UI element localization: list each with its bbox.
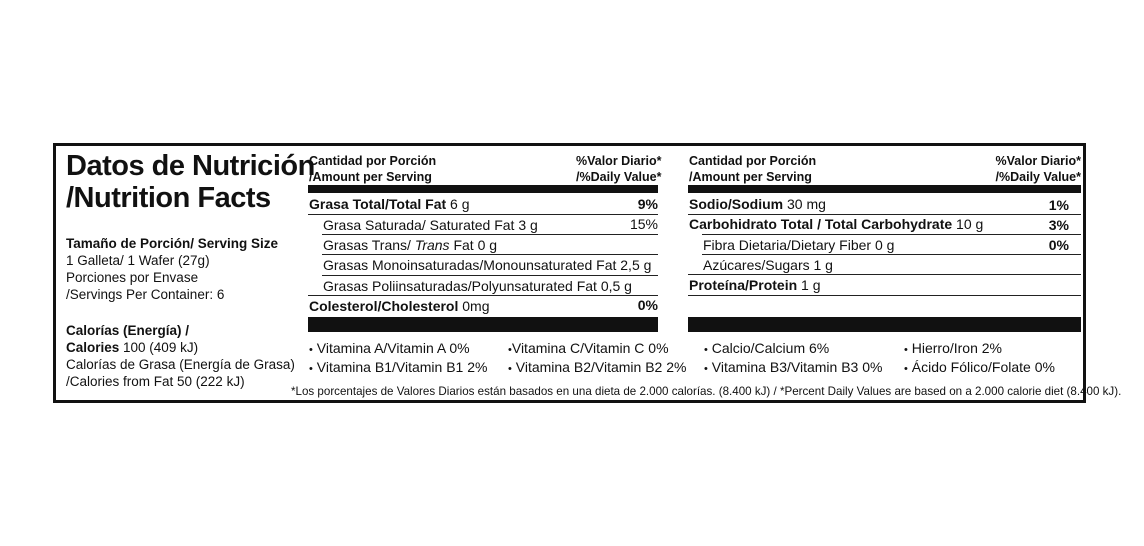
bullet: • xyxy=(309,344,313,356)
total-fat-amount: 6 g xyxy=(446,196,470,212)
vitamin-b1 xyxy=(309,358,487,378)
trans-fat-label-italic: Trans xyxy=(414,237,450,253)
calcium xyxy=(704,339,829,359)
nutrition-label xyxy=(53,143,1122,403)
iron xyxy=(904,339,1002,359)
protein-label: Proteína/Protein xyxy=(689,277,798,293)
serving-size-heading: Tamaño de Porción/ Serving Size xyxy=(66,236,279,251)
calories-heading: Calorías (Energía) / xyxy=(66,323,190,338)
calories-value: 100 (409 kJ) xyxy=(119,340,199,355)
polyunsaturated-fat-row: Grasas Poliinsaturadas/Polyunsaturated Fat 0,5 g xyxy=(323,278,632,294)
title-spanish: Datos de Nutrición xyxy=(66,150,315,182)
calories-from-fat-es: Calorías de Grasa (Energía de Grasa) xyxy=(66,357,295,372)
amount-header-en: /Amount per Serving xyxy=(309,170,432,184)
bullet: • xyxy=(508,344,512,356)
vitamin-b3-text: Vitamina B3/Vitamin B3 0% xyxy=(711,359,883,375)
bullet: • xyxy=(704,344,708,356)
bullet: • xyxy=(704,363,708,375)
bullet: • xyxy=(904,363,908,375)
divider xyxy=(688,274,1081,275)
trans-fat-label-en: Fat 0 g xyxy=(449,237,498,253)
divider xyxy=(688,295,1081,296)
header-rule xyxy=(308,185,658,193)
folate xyxy=(904,358,1055,378)
bullet: • xyxy=(309,363,313,375)
bullet: • xyxy=(508,363,512,375)
iron-text: Hierro/Iron 2% xyxy=(911,340,1003,356)
saturated-fat-row: Grasa Saturada/ Saturated Fat 3 g xyxy=(323,217,538,233)
dv-header-es: %Valor Diario* xyxy=(576,154,662,168)
cholesterol-row xyxy=(309,297,490,315)
calories-from-fat-en: /Calories from Fat 50 (222 kJ) xyxy=(66,374,245,389)
vitamin-b2-text: Vitamina B2/Vitamin B2 2% xyxy=(515,359,687,375)
title-english: /Nutrition Facts xyxy=(66,182,271,214)
folate-text: Ácido Fólico/Folate 0% xyxy=(911,359,1055,375)
protein-amount: 1 g xyxy=(797,277,821,293)
divider xyxy=(322,275,658,276)
calories-row xyxy=(66,339,198,356)
protein-row xyxy=(689,276,821,294)
cholesterol-label: Colesterol/Cholesterol xyxy=(309,298,459,314)
carbohydrate-pct: 3% xyxy=(1048,217,1069,233)
vitamin-b2 xyxy=(508,358,686,378)
serving-size-value: 1 Galleta/ 1 Wafer (27g) xyxy=(66,253,210,268)
total-fat-pct: 9% xyxy=(637,196,658,212)
carbohydrate-row xyxy=(689,215,983,233)
saturated-fat-pct: 15% xyxy=(629,216,658,232)
divider xyxy=(322,254,658,255)
dv-header-en: /%Daily Value* xyxy=(576,170,662,184)
servings-per-container-es: Porciones por Envase xyxy=(66,270,199,285)
cholesterol-amount: 0mg xyxy=(458,298,490,314)
trans-fat-label-es: Grasas Trans/ xyxy=(323,237,415,253)
dv-header-es-right: %Valor Diario* xyxy=(995,154,1081,168)
vitamin-b3 xyxy=(704,358,882,378)
cholesterol-pct: 0% xyxy=(637,297,658,313)
carbohydrate-amount: 10 g xyxy=(952,216,984,232)
section-bar-left xyxy=(308,317,658,332)
total-fat-label: Grasa Total/Total Fat xyxy=(309,196,447,212)
divider xyxy=(322,234,658,235)
divider xyxy=(702,254,1081,255)
vitamin-a-text: Vitamina A/Vitamin A 0% xyxy=(316,340,470,356)
sodium-row xyxy=(689,195,826,213)
trans-fat-row xyxy=(323,236,497,254)
vitamin-b1-text: Vitamina B1/Vitamin B1 2% xyxy=(316,359,488,375)
total-fat-row xyxy=(309,195,470,213)
calcium-text: Calcio/Calcium 6% xyxy=(711,340,830,356)
header-rule-right xyxy=(688,185,1081,193)
sodium-amount: 30 mg xyxy=(783,196,826,212)
vitamin-c-text: Vitamina C/Vitamin C 0% xyxy=(511,340,669,356)
dietary-fiber-pct: 0% xyxy=(1048,237,1069,253)
section-bar-right xyxy=(688,317,1081,332)
sodium-pct: 1% xyxy=(1048,197,1069,213)
servings-per-container-en: /Servings Per Container: 6 xyxy=(66,287,225,302)
vitamin-a xyxy=(309,339,470,359)
dv-header-en-right: /%Daily Value* xyxy=(995,170,1081,184)
vitamin-c xyxy=(508,339,669,359)
monounsaturated-fat-row: Grasas Monoinsaturadas/Monounsaturated Fat 2,5 g xyxy=(323,257,652,273)
calories-label: Calories xyxy=(66,340,120,355)
daily-value-footnote: *Los porcentajes de Valores Diarios están basados en una dieta de 2.000 calorías. (8.400 kJ) / *Percent Daily Values are based on a 2.000 calorie diet (8.400 kJ). xyxy=(291,385,1122,398)
amount-header-es: Cantidad por Porción xyxy=(309,154,437,168)
dietary-fiber-row: Fibra Dietaria/Dietary Fiber 0 g xyxy=(703,237,895,253)
sugars-row: Azúcares/Sugars 1 g xyxy=(703,257,833,273)
amount-header-en-right: /Amount per Serving xyxy=(689,170,812,184)
divider xyxy=(702,234,1081,235)
bullet: • xyxy=(904,344,908,356)
amount-header-es-right: Cantidad por Porción xyxy=(689,154,817,168)
carbohydrate-label: Carbohidrato Total / Total Carbohydrate xyxy=(689,216,953,232)
sodium-label: Sodio/Sodium xyxy=(689,196,784,212)
